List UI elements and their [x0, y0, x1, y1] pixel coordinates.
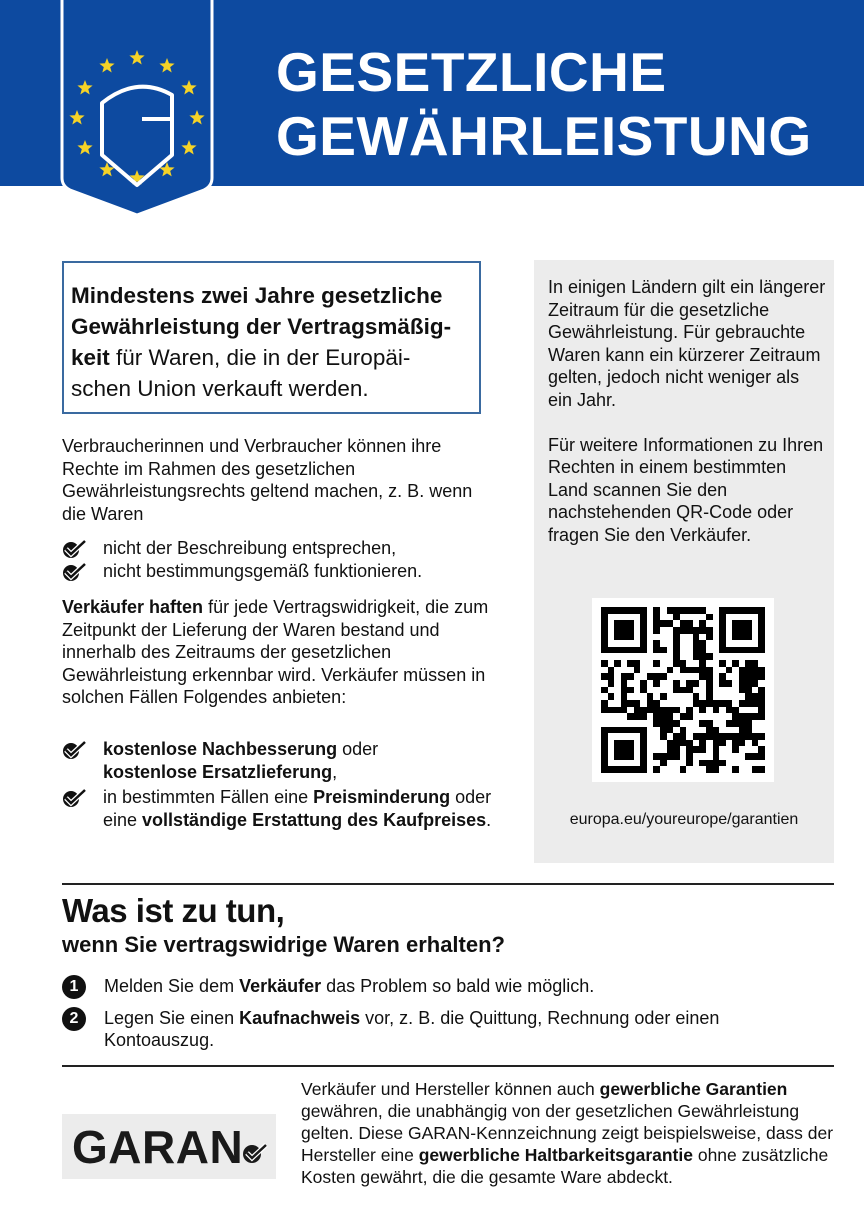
intro-bold-2: Gewährleistung der Vertragsmäßig- — [71, 314, 452, 339]
remedy-item: in bestimmten Fällen eine Preisminderung oder eine vollständige Erstattung des Kaufpreises. — [62, 786, 492, 831]
checkmark-icon — [242, 1142, 268, 1164]
garan-paragraph: Verkäufer und Hersteller können auch gewerbliche Garantien gewähren, die unabhängig von der gesetzlichen Gewährleistung gelten. Diese GARAN-Kennzeichnung zeigt beispielsweise, dass der Hersteller eine gewerbliche Haltbarkeitsgarantie ohne zusätzliche Kosten gewährt, die die gesamte Ware abdeckt. — [301, 1079, 834, 1187]
eu-shield-logo-icon — [60, 0, 214, 216]
remedies-list — [62, 738, 492, 834]
condition-item: nicht bestimmungsgemäß funktionieren. — [62, 560, 492, 583]
sidebar-text — [548, 276, 828, 569]
liability-paragraph: Verkäufer haften für jede Vertragswidrigkeit, die zum Zeitpunkt der Lieferung der Waren bestand und innerhalb des Zeitraums der gesetzlichen Gewährleistung erkennbar wird. Verkäufer müssen in solchen Fällen Folgendes anbieten: — [62, 597, 489, 707]
step-item: 1 Melden Sie dem Verkäufer das Problem so bald wie möglich. — [62, 975, 834, 997]
intro-text-3: für Waren, die in der Europäi- — [109, 345, 411, 370]
sidebar-para-2: Für weitere Informationen zu Ihren Rechten in einem bestimmten Land scannen Sie den nachstehenden QR-Code oder fragen Sie den Verkäufer. — [548, 434, 824, 545]
conditions-list — [62, 537, 492, 582]
step-number-icon: 2 — [62, 1007, 86, 1031]
rights-paragraph: Verbraucherinnen und Verbraucher können ihre Rechte im Rahmen des gesetzlichen Gewährleistungsrechts geltend machen, z. B. wenn die Waren — [62, 436, 473, 524]
checkmark-icon — [62, 562, 88, 582]
title-line-1: GESETZLICHE — [276, 41, 667, 103]
section-heading: Was ist zu tun, — [62, 892, 285, 929]
garan-logo-text: GARAN — [72, 1121, 244, 1173]
page-title — [276, 40, 812, 168]
intro-box — [62, 261, 481, 414]
info-sidebar — [534, 260, 834, 863]
qr-code-grid — [601, 607, 765, 773]
remedy-item: kostenlose Nachbesserung oder kostenlose Ersatzlieferung, — [62, 738, 492, 783]
step-number-icon: 1 — [62, 975, 86, 999]
title-line-2: GEWÄHRLEISTUNG — [276, 105, 812, 167]
section-subheading: wenn Sie vertragswidrige Waren erhalten? — [62, 932, 505, 957]
condition-item: nicht der Beschreibung entsprechen, — [62, 537, 492, 560]
intro-bold-1: Mindestens zwei Jahre gesetzliche — [71, 283, 443, 308]
checkmark-icon — [62, 539, 88, 559]
qr-code-icon[interactable] — [592, 598, 774, 782]
step-item: 2 Legen Sie einen Kaufnachweis vor, z. B. die Quittung, Rechnung oder einen Kontoauszug. — [62, 1007, 834, 1051]
divider — [62, 1065, 834, 1067]
intro-bold-3: keit — [71, 345, 110, 370]
garan-logo — [62, 1114, 276, 1179]
intro-text-4: schen Union verkauft werden. — [71, 376, 369, 401]
sidebar-para-1: In einigen Ländern gilt ein längerer Zeitraum für die gesetzliche Gewährleistung. Für gebrauchte Waren kann ein kürzerer Zeitraum gelten, jedoch nicht weniger als ein Jahr. — [548, 277, 826, 410]
checkmark-icon — [62, 788, 88, 808]
divider — [62, 883, 834, 885]
info-url-link[interactable]: europa.eu/youreurope/garantien — [569, 811, 799, 828]
steps-list — [62, 975, 834, 1061]
checkmark-icon — [62, 740, 88, 760]
